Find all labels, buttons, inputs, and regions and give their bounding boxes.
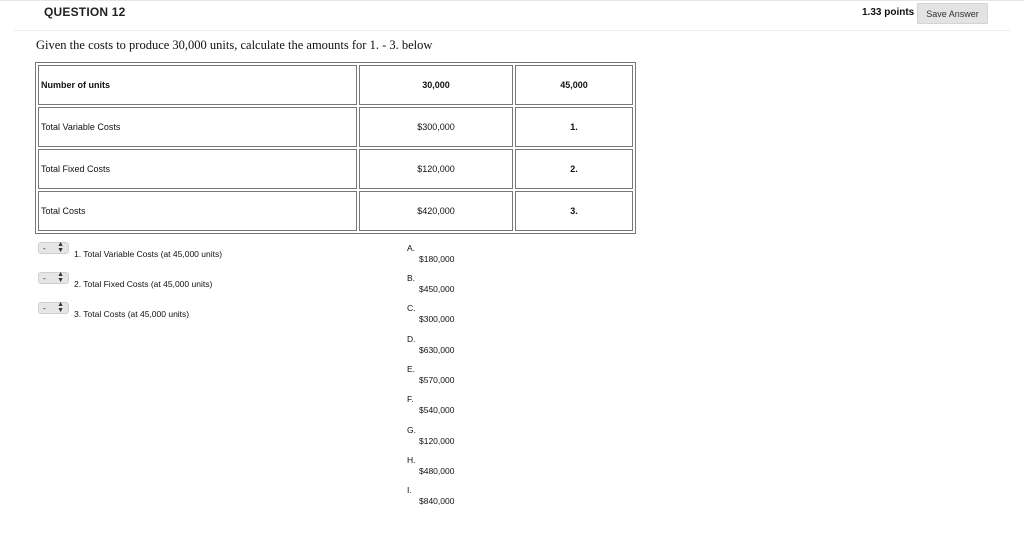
cell-30000: $120,000 (359, 149, 513, 189)
question-title: QUESTION 12 (44, 5, 126, 19)
table-row (38, 65, 633, 105)
cost-table (35, 62, 636, 234)
top-divider (0, 0, 1024, 1)
answer-select-3[interactable]: - ▲ ▼ (38, 302, 69, 314)
table-row (38, 149, 633, 189)
answer-select-2[interactable]: - ▲ ▼ (38, 272, 69, 284)
row-label: Number of units (38, 65, 357, 105)
answer-option: C. $300,000 (407, 303, 455, 324)
cell-30000: 30,000 (359, 65, 513, 105)
updown-arrows-icon: ▲ ▼ (57, 271, 64, 284)
cell-30000: $420,000 (359, 191, 513, 231)
answer-option: G. $120,000 (407, 425, 455, 446)
cell-30000: $300,000 (359, 107, 513, 147)
row-label: Total Costs (38, 191, 357, 231)
updown-arrows-icon: ▲ ▼ (57, 301, 64, 314)
answer-option: I. $840,000 (407, 485, 455, 506)
matching-item-label: 2. Total Fixed Costs (at 45,000 units) (74, 279, 213, 289)
answer-select-1[interactable]: - ▲ ▼ (38, 242, 69, 254)
row-label: Total Variable Costs (38, 107, 357, 147)
table-row (38, 191, 633, 231)
cell-45000: 2. (515, 149, 633, 189)
matching-item-label: 3. Total Costs (at 45,000 units) (74, 309, 190, 319)
answer-option: B. $450,000 (407, 273, 455, 294)
answer-option: F. $540,000 (407, 394, 455, 415)
answer-option: H. $480,000 (407, 455, 455, 476)
answer-option: A. $180,000 (407, 243, 455, 264)
question-prompt: Given the costs to produce 30,000 units, calculate the amounts for 1. - 3. below (36, 38, 433, 52)
row-label: Total Fixed Costs (38, 149, 357, 189)
matching-item-1 (38, 241, 223, 259)
matching-item-3 (38, 301, 190, 319)
matching-item-2 (38, 271, 213, 289)
save-answer-button[interactable]: Save Answer (917, 3, 988, 24)
matching-item-label: 1. Total Variable Costs (at 45,000 units) (74, 249, 223, 259)
table-row (38, 107, 633, 147)
answer-option: D. $630,000 (407, 334, 455, 355)
points-label: 1.33 points (862, 7, 915, 18)
cell-45000: 1. (515, 107, 633, 147)
answer-option: E. $570,000 (407, 364, 455, 385)
updown-arrows-icon: ▲ ▼ (57, 241, 64, 254)
cell-45000: 45,000 (515, 65, 633, 105)
header-divider (14, 30, 1010, 31)
cell-45000: 3. (515, 191, 633, 231)
